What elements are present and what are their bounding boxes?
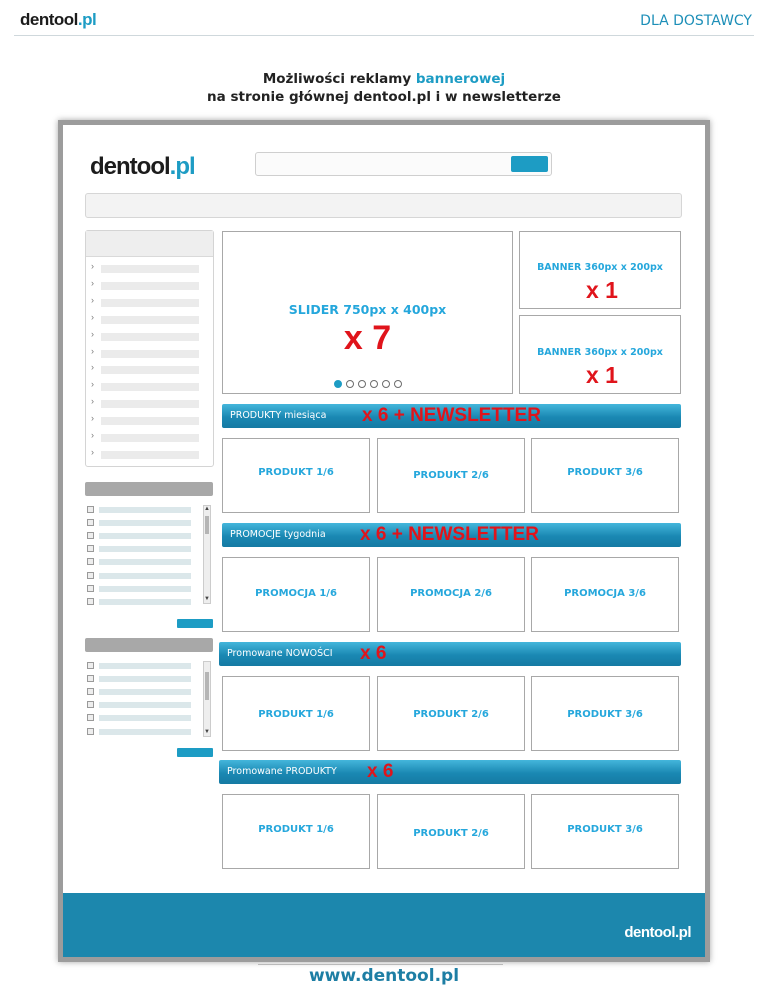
scroll-down-icon[interactable]: ▼	[204, 596, 210, 602]
ad-slot-cell[interactable]	[531, 557, 679, 632]
ad-slot-label: PRODUKT 1/6	[258, 467, 334, 478]
slider-dot-icon[interactable]	[394, 380, 402, 388]
slider-multiplier: x 7	[343, 319, 392, 357]
ad-slot-cell[interactable]	[531, 438, 679, 513]
chevron-right-icon: ›	[91, 345, 94, 356]
checkbox-icon[interactable]	[87, 506, 94, 513]
mockup-filter-list	[85, 502, 213, 602]
filter-placeholder-bar	[99, 599, 191, 605]
checkbox-icon[interactable]	[87, 728, 94, 735]
checkbox-icon[interactable]	[87, 585, 94, 592]
slider-pagination[interactable]	[334, 380, 414, 390]
ad-slot-label: PRODUKT 2/6	[413, 828, 489, 839]
ad-slot-label: PRODUKT 3/6	[567, 467, 643, 478]
mockup-category-item[interactable]	[91, 415, 203, 427]
section-multiplier: x 6 + NEWSLETTER	[360, 524, 539, 545]
logo-text: dentool.pl	[20, 10, 97, 29]
mockup-footer	[63, 893, 705, 957]
ad-slot-cell[interactable]	[222, 438, 370, 513]
ad-slot-label: PROMOCJA 1/6	[255, 588, 337, 599]
chevron-right-icon: ›	[91, 277, 94, 288]
ad-slot-label: PROMOCJA 2/6	[410, 588, 492, 599]
section-title: Promowane NOWOŚCI	[227, 648, 333, 659]
mockup-filter-option[interactable]	[85, 597, 195, 607]
header-divider	[14, 35, 754, 36]
banner-multiplier: x 1	[586, 362, 618, 388]
slider-dot-icon[interactable]	[370, 380, 378, 388]
filter-placeholder-bar	[99, 663, 191, 669]
section-tag: DLA DOSTAWCY	[640, 13, 752, 29]
section-promowane-produkty-bar[interactable]	[219, 760, 681, 784]
mockup-filter-list	[85, 658, 213, 738]
heading-line-1	[0, 70, 768, 88]
mockup-category-item[interactable]	[91, 328, 203, 343]
category-placeholder-bar	[101, 316, 199, 324]
mockup-filter-option[interactable]	[85, 584, 195, 594]
heading-line-2: na stronie głównej dentool.pl i w newsletterze	[207, 89, 561, 105]
filter-placeholder-bar	[99, 546, 191, 552]
ad-slot-cell[interactable]	[531, 794, 679, 869]
chevron-right-icon: ›	[91, 328, 94, 339]
mockup-category-item[interactable]	[91, 311, 203, 326]
mockup-category-item[interactable]	[91, 364, 203, 376]
section-multiplier: x 6 + NEWSLETTER	[362, 405, 541, 426]
checkbox-icon[interactable]	[87, 714, 94, 721]
mockup-filter-button[interactable]	[177, 619, 213, 628]
ad-slot-cell[interactable]	[377, 676, 525, 751]
scroll-thumb[interactable]	[205, 516, 209, 534]
mockup-category-item[interactable]	[91, 294, 203, 309]
mockup-filter-option[interactable]	[85, 557, 195, 567]
mockup-category-item[interactable]	[91, 398, 203, 410]
filter-placeholder-bar	[99, 507, 191, 513]
mockup-search-button[interactable]	[511, 156, 548, 172]
checkbox-icon[interactable]	[87, 572, 94, 579]
ad-slot-label: PRODUKT 1/6	[258, 709, 334, 720]
footer-divider	[258, 964, 503, 965]
ad-slot-label: PRODUKT 2/6	[413, 470, 489, 481]
filter-placeholder-bar	[99, 533, 191, 539]
section-promowane-nowosci-bar[interactable]	[219, 642, 681, 666]
checkbox-icon[interactable]	[87, 598, 94, 605]
mockup-category-item[interactable]	[91, 381, 203, 393]
ad-slot-label: PROMOCJA 3/6	[564, 588, 646, 599]
section-title: PROMOCJE tygodnia	[230, 529, 326, 540]
checkbox-icon[interactable]	[87, 519, 94, 526]
section-multiplier: x 6	[360, 643, 387, 664]
slider-dot-icon[interactable]	[358, 380, 366, 388]
mockup-category-item[interactable]	[91, 432, 203, 444]
scroll-thumb[interactable]	[205, 672, 209, 700]
chevron-right-icon: ›	[91, 430, 94, 440]
mockup-nav-bar[interactable]	[85, 193, 682, 218]
ad-slot-label: PRODUKT 3/6	[567, 709, 643, 720]
mockup-filter-button[interactable]	[177, 748, 213, 757]
mockup-filter-option[interactable]	[85, 674, 195, 684]
ad-slot-cell[interactable]	[531, 676, 679, 751]
category-placeholder-bar	[101, 400, 199, 408]
chevron-right-icon: ›	[91, 396, 94, 407]
banner-label: BANNER 360px x 200px	[537, 347, 663, 358]
filter-placeholder-bar	[99, 586, 191, 592]
mockup-filter-option[interactable]	[85, 518, 195, 528]
mockup-filter-option[interactable]	[85, 700, 195, 710]
chevron-right-icon: ›	[91, 413, 94, 424]
section-produkty-miesiaca-bar[interactable]	[222, 404, 681, 428]
category-placeholder-bar	[101, 434, 199, 442]
mockup-slider[interactable]	[222, 231, 513, 394]
section-title: PRODUKTY miesiąca	[230, 410, 327, 421]
heading-text: Możliwości reklamy	[262, 71, 416, 87]
category-placeholder-bar	[101, 451, 199, 459]
category-placeholder-bar	[101, 366, 199, 374]
mockup-filter-option[interactable]	[85, 544, 195, 554]
mockup-filter-option[interactable]	[85, 727, 195, 737]
logo-domain-suffix: .pl	[77, 10, 97, 29]
banner-multiplier: x 1	[586, 277, 618, 303]
ad-slot-cell[interactable]	[222, 676, 370, 751]
mockup-filter-option[interactable]	[85, 531, 195, 541]
mockup-category-item[interactable]	[91, 263, 203, 275]
category-placeholder-bar	[101, 282, 199, 290]
section-title: Promowane PRODUKTY	[227, 766, 337, 777]
mockup-banner-bottom[interactable]	[519, 315, 681, 394]
mockup-filter-option[interactable]	[85, 713, 195, 723]
category-placeholder-bar	[101, 417, 199, 425]
slider-dot-icon[interactable]	[346, 380, 354, 388]
filter-placeholder-bar	[99, 559, 191, 565]
mockup-category-item[interactable]	[91, 277, 203, 292]
mockup-logo: dentool.pl	[90, 153, 195, 180]
filter-placeholder-bar	[99, 702, 191, 708]
filter-placeholder-bar	[99, 676, 191, 682]
mockup-filter-option[interactable]	[85, 687, 195, 697]
mockup-filter-header	[85, 482, 213, 496]
page-heading	[0, 70, 768, 106]
checkbox-icon[interactable]	[87, 701, 94, 708]
filter-placeholder-bar	[99, 520, 191, 526]
filter-placeholder-bar	[99, 729, 191, 735]
ad-slot-cell[interactable]	[222, 794, 370, 869]
filter-placeholder-bar	[99, 689, 191, 695]
checkbox-icon[interactable]	[87, 558, 94, 565]
checkbox-icon[interactable]	[87, 545, 94, 552]
mockup-filter-option[interactable]	[85, 505, 195, 515]
chevron-right-icon: ›	[91, 379, 94, 390]
chevron-right-icon: ›	[91, 362, 94, 373]
checkbox-icon[interactable]	[87, 532, 94, 539]
scroll-down-icon[interactable]: ▼	[204, 729, 210, 735]
mockup-category-header	[86, 231, 213, 257]
mockup-scrollbar[interactable]	[203, 661, 211, 737]
chevron-right-icon: ›	[91, 261, 94, 271]
ad-slot-label: PRODUKT 1/6	[258, 824, 334, 835]
mockup-footer-logo: dentool.pl	[624, 924, 691, 941]
category-placeholder-bar	[101, 333, 199, 341]
logo-domain-suffix: .pl	[169, 153, 195, 180]
ad-slot-cell[interactable]	[377, 557, 525, 632]
ad-slot-cell[interactable]	[377, 438, 525, 513]
banner-label: BANNER 360px x 200px	[537, 262, 663, 273]
mockup-scrollbar[interactable]	[203, 505, 211, 604]
category-placeholder-bar	[101, 299, 199, 307]
mockup-filter-option[interactable]	[85, 661, 195, 671]
scroll-up-icon[interactable]: ▲	[204, 506, 210, 512]
site-url-link[interactable]: www.dentool.pl	[308, 966, 460, 986]
checkbox-icon[interactable]	[87, 662, 94, 669]
slider-dot-icon[interactable]	[334, 380, 342, 388]
mockup-category-item[interactable]	[91, 446, 203, 461]
chevron-right-icon: ›	[91, 446, 94, 457]
section-multiplier: x 6	[367, 761, 394, 782]
checkbox-icon[interactable]	[87, 675, 94, 682]
mockup-search-input[interactable]	[255, 152, 552, 176]
mockup-banner-top[interactable]	[519, 231, 681, 309]
checkbox-icon[interactable]	[87, 688, 94, 695]
filter-placeholder-bar	[99, 573, 191, 579]
chevron-right-icon: ›	[91, 311, 94, 322]
dentool-logo[interactable]	[20, 10, 96, 30]
chevron-right-icon: ›	[91, 294, 94, 305]
ad-slot-label: PRODUKT 2/6	[413, 709, 489, 720]
ad-slot-cell[interactable]	[222, 557, 370, 632]
category-placeholder-bar	[101, 350, 199, 358]
category-placeholder-bar	[101, 383, 199, 391]
filter-placeholder-bar	[99, 715, 191, 721]
mockup-filter-header	[85, 638, 213, 652]
slider-label: SLIDER 750px x 400px	[288, 302, 447, 317]
category-placeholder-bar	[101, 265, 199, 273]
ad-slot-label: PRODUKT 3/6	[567, 824, 643, 835]
section-promocje-tygodnia-bar[interactable]	[222, 523, 681, 547]
mockup-filter-option[interactable]	[85, 571, 195, 581]
slider-dot-icon[interactable]	[382, 380, 390, 388]
mockup-category-item[interactable]	[91, 345, 203, 360]
heading-accent: bannerowej	[415, 71, 506, 87]
ad-slot-cell[interactable]	[377, 794, 525, 869]
